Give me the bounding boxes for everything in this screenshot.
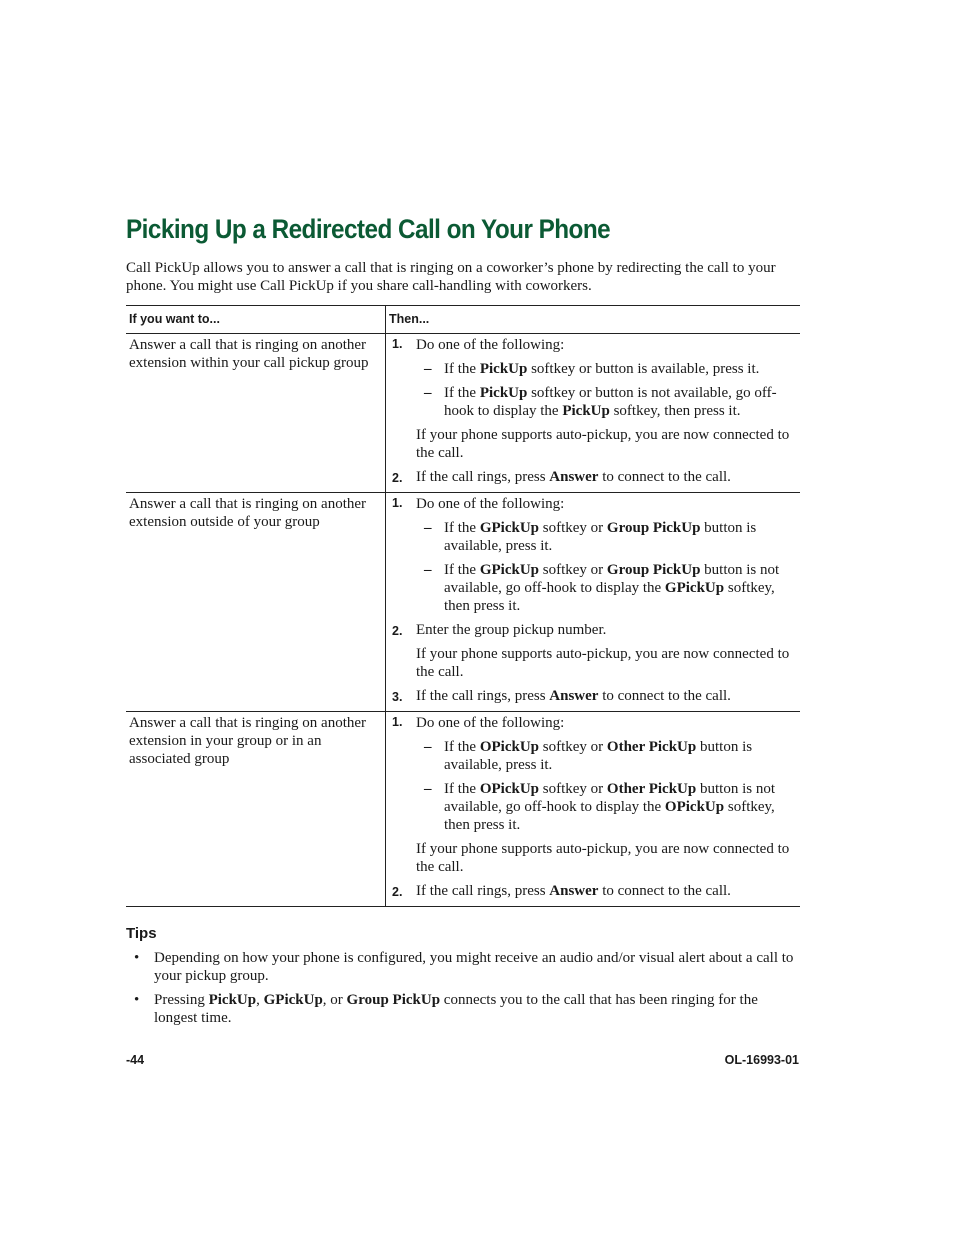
sub-step <box>386 384 800 420</box>
text: softkey or <box>539 739 607 755</box>
softkey-name: GPickUp <box>479 520 540 536</box>
dash-marker: – <box>424 739 432 755</box>
sub-step <box>386 738 800 774</box>
text: If the <box>444 361 480 377</box>
table-row <box>126 334 800 493</box>
softkey-name: GPickUp <box>664 580 725 596</box>
text: If the <box>444 385 480 401</box>
softkey-name: OPickUp <box>479 781 540 797</box>
text: If the <box>444 562 480 578</box>
text: connects you to the call that has been ringing for the longest time. <box>154 992 758 1026</box>
dash-marker: – <box>424 520 432 536</box>
sub-step <box>386 780 800 834</box>
text: softkey or <box>539 520 607 536</box>
text: softkey or <box>539 562 607 578</box>
text: to connect to the call. <box>598 469 731 485</box>
button-name: Group PickUp <box>346 992 441 1008</box>
bullet-marker: • <box>134 950 140 966</box>
text: If the call rings, press <box>416 883 550 899</box>
row-then-cell <box>386 334 801 493</box>
step-text: Enter the group pickup number. <box>416 622 607 638</box>
step <box>386 621 800 639</box>
step <box>386 687 800 711</box>
table-row <box>126 493 800 712</box>
step <box>386 712 800 732</box>
table-header-row <box>126 306 800 334</box>
softkey-name: PickUp <box>479 385 528 401</box>
text: softkey or <box>539 781 607 797</box>
text: to connect to the call. <box>598 688 731 704</box>
page-number: -44 <box>126 1053 145 1067</box>
softkey-name: Answer <box>549 883 599 899</box>
row-want-cell: Answer a call that is ringing on another extension in your group or in an associated group <box>126 712 386 907</box>
softkey-name: PickUp <box>208 992 257 1008</box>
step-text: Do one of the following: <box>416 496 565 512</box>
header-then: Then... <box>386 306 801 334</box>
sub-step <box>386 360 800 378</box>
text: softkey or button is available, press it. <box>527 361 760 377</box>
text: , <box>256 992 264 1008</box>
sub-step <box>386 561 800 615</box>
softkey-name: Answer <box>549 688 599 704</box>
text: button is not available, go off-hook to display the <box>444 781 775 815</box>
dash-marker: – <box>424 385 432 401</box>
text: button is available, press it. <box>444 520 757 554</box>
tips-list <box>126 949 800 1033</box>
step <box>386 468 800 492</box>
step-number: 1. <box>392 715 403 729</box>
row-then-cell <box>386 712 801 907</box>
header-if-you-want: If you want to... <box>126 306 386 334</box>
text: softkey, then press it. <box>609 403 741 419</box>
text: to connect to the call. <box>598 883 731 899</box>
text: If the <box>444 781 480 797</box>
button-name: Other PickUp <box>606 781 697 797</box>
intro-paragraph: Call PickUp allows you to answer a call that is ringing on a coworker’s phone by redirecting the call to your phone. You might use Call PickUp if you share call-handling with coworkers. <box>126 260 776 294</box>
tip-text: Depending on how your phone is configured, you might receive an audio and/or visual alert about a call to your pickup group. <box>154 950 794 984</box>
sub-step <box>386 519 800 555</box>
softkey-name: PickUp <box>562 403 610 419</box>
text: softkey, then press it. <box>444 799 775 833</box>
text: button is not available, go off-hook to display the <box>444 562 780 596</box>
text: If the <box>444 520 480 536</box>
step-number: 2. <box>392 471 403 485</box>
softkey-name: GPickUp <box>263 992 323 1008</box>
pickup-table <box>126 305 800 907</box>
text: If the call rings, press <box>416 469 550 485</box>
step-note: If your phone supports auto-pickup, you are now connected to the call. <box>416 427 790 461</box>
step <box>386 493 800 513</box>
bullet-marker: • <box>134 992 140 1008</box>
dash-marker: – <box>424 361 432 377</box>
dash-marker: – <box>424 781 432 797</box>
step-number: 2. <box>392 624 403 638</box>
step-text: Do one of the following: <box>416 337 565 353</box>
step-number: 1. <box>392 337 403 351</box>
button-name: Group PickUp <box>606 562 701 578</box>
dash-marker: – <box>424 562 432 578</box>
step-note: If your phone supports auto-pickup, you are now connected to the call. <box>416 646 790 680</box>
step-number: 3. <box>392 690 403 704</box>
text: If the <box>444 739 480 755</box>
list-item <box>126 991 800 1027</box>
table-row <box>126 712 800 907</box>
text: , or <box>322 992 347 1008</box>
document-id: OL-16993-01 <box>724 1053 799 1067</box>
softkey-name: OPickUp <box>664 799 725 815</box>
button-name: Group PickUp <box>606 520 701 536</box>
text: softkey or button is not available, go off-hook to display the <box>444 385 777 419</box>
step-number: 1. <box>392 496 403 510</box>
button-name: Other PickUp <box>606 739 697 755</box>
text: softkey, then press it. <box>444 580 775 614</box>
step <box>386 334 800 354</box>
softkey-name: GPickUp <box>479 562 540 578</box>
list-item <box>126 949 800 985</box>
step-number: 2. <box>392 885 403 899</box>
row-then-cell <box>386 493 801 712</box>
text: Pressing <box>154 992 209 1008</box>
text: If the call rings, press <box>416 688 550 704</box>
page-title: Picking Up a Redirected Call on Your Phone <box>126 214 611 244</box>
softkey-name: OPickUp <box>479 739 540 755</box>
step-text: Do one of the following: <box>416 715 565 731</box>
text: button is available, press it. <box>444 739 753 773</box>
softkey-name: PickUp <box>479 361 528 377</box>
step-note: If your phone supports auto-pickup, you are now connected to the call. <box>416 841 790 875</box>
step <box>386 882 800 906</box>
row-want-cell: Answer a call that is ringing on another extension outside of your group <box>126 493 386 712</box>
row-want-cell: Answer a call that is ringing on another extension within your call pickup group <box>126 334 386 493</box>
tips-heading: Tips <box>126 925 157 942</box>
softkey-name: Answer <box>549 469 599 485</box>
